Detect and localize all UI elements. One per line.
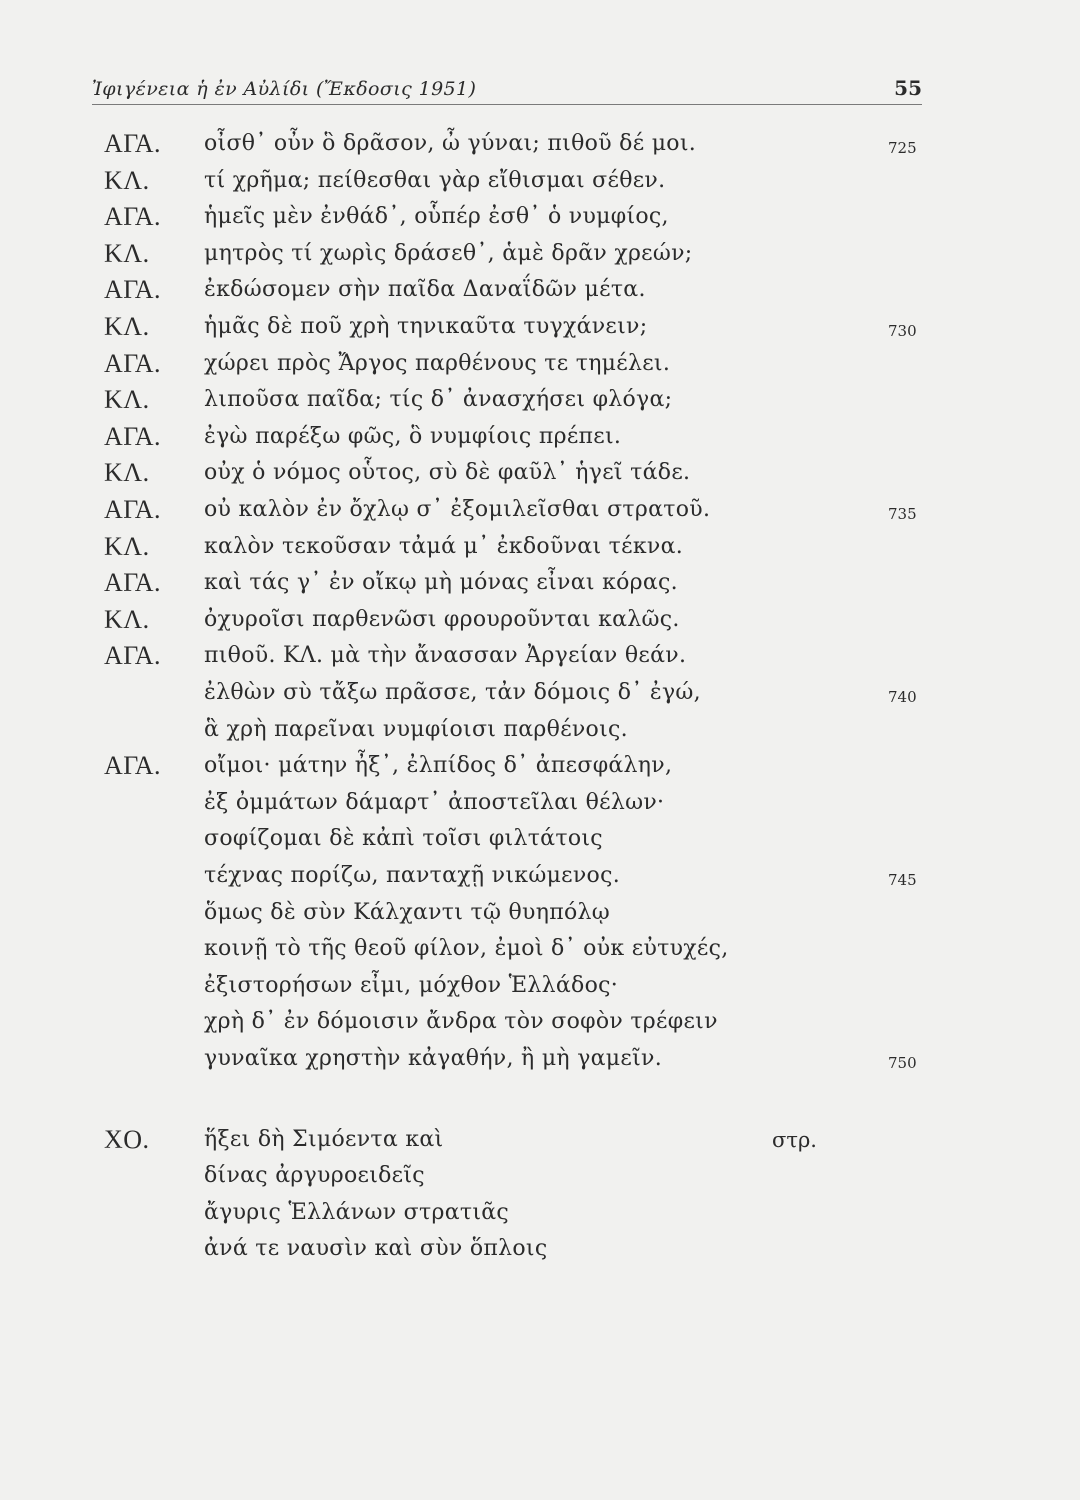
verse-text: τί χρῆμα; πείθεσθαι γὰρ εἴθισμαι σέθεν. [204, 167, 666, 193]
speaker-label: ΑΓΑ. [104, 275, 162, 305]
speaker-label: ΑΓΑ. [104, 641, 162, 671]
verse-line [0, 969, 1080, 1003]
speaker-label: ΧΟ. [104, 1124, 150, 1154]
verse-text: ἐξ ὀμμάτων δάμαρτ᾽ ἀποστεῖλαι θέλων· [204, 789, 665, 815]
verse-text: τέχνας πορίζω, πανταχῇ νικώμενος. [204, 863, 620, 888]
verse-text: χρὴ δ᾽ ἐν δόμοισιν ἄνδρα τὸν σοφὸν τρέφειν [204, 1009, 718, 1035]
verse-line [0, 859, 1080, 893]
verse-line [0, 1005, 1080, 1039]
verse-text: μητρὸς τί χωρὶς δράσεθ᾽, ἁμὲ δρᾶν χρεών; [204, 240, 693, 266]
speaker-label: ΑΓΑ. [104, 751, 162, 781]
speaker-label: ΑΓΑ. [104, 202, 162, 232]
verse-text: οὐ καλὸν ἐν ὄχλῳ σ᾽ ἐξομιλεῖσθαι στρατοῦ. [204, 497, 711, 522]
verse-line [0, 786, 1080, 820]
speaker-label: ΑΓΑ. [104, 348, 162, 378]
verse-text: οἶσθ᾽ οὖν ὃ δρᾶσον, ὦ γύναι; πιθοῦ δέ μοι. [204, 131, 697, 156]
speaker-label: ΚΛ. [104, 165, 150, 195]
speaker-label: ΚΛ. [104, 531, 150, 561]
speaker-label: ΑΓΑ. [104, 421, 162, 451]
verse-line [0, 1196, 1080, 1230]
verse-text: ἐκδώσομεν σὴν παῖδα Δαναΐδῶν μέτα. [204, 277, 646, 303]
verse-line [0, 164, 1080, 198]
verse-text: ἥξει δὴ Σιμόεντα καὶ [204, 1126, 444, 1152]
verse-text: οἴμοι· μάτην ἦξ᾽, ἐλπίδος δ᾽ ἀπεσφάλην, [204, 753, 673, 779]
line-number: 750 [888, 1054, 917, 1072]
verse-text: ὀχυροῖσι παρθενῶσι φρουροῦνται καλῶς. [204, 606, 680, 632]
verse-text: γυναῖκα χρηστὴν κἀγαθήν, ἢ μὴ γαμεῖν. [204, 1046, 662, 1071]
verse-text: ἐλθὼν σὺ τἄξω πρᾶσσε, τἀν δόμοις δ᾽ ἐγώ, [204, 680, 701, 705]
verse-line [0, 713, 1080, 747]
verse-line [0, 456, 1080, 490]
page-header [92, 74, 922, 104]
line-number: 740 [888, 688, 917, 706]
verse-text: σοφίζομαι δὲ κἀπὶ τοῖσι φιλτάτοις [204, 826, 603, 852]
line-number: 735 [888, 505, 917, 523]
speaker-label: ΑΓΑ. [104, 129, 162, 158]
verse-line [0, 420, 1080, 454]
verse-text: ἐγὼ παρέξω φῶς, ὃ νυμφίοις πρέπει. [204, 423, 622, 449]
speaker-label: ΑΓΑ. [104, 568, 162, 598]
verse-text: κοινῇ τὸ τῆς θεοῦ φίλον, ἐμοὶ δ᾽ οὐκ εὐτυχές, [204, 936, 729, 962]
verse-line [0, 1123, 1080, 1157]
verse-line [0, 749, 1080, 783]
verse-line [0, 603, 1080, 637]
verse-line [0, 200, 1080, 234]
verse-line [0, 676, 1080, 710]
verse-line [0, 127, 1080, 161]
verse-text: ἐξιστορήσων εἶμι, μόχθον Ἑλλάδος· [204, 972, 619, 998]
verse-text: οὐχ ὁ νόμος οὗτος, σὺ δὲ φαῦλ᾽ ἡγεῖ τάδε. [204, 460, 691, 486]
verse-text: καλὸν τεκοῦσαν τἀμά μ᾽ ἐκδοῦναι τέκνα. [204, 533, 684, 559]
speaker-label: ΑΓΑ. [104, 495, 162, 524]
verse-text: ἀνά τε ναυσὶν καὶ σὺν ὅπλοις [204, 1236, 548, 1262]
verse-text: ἡμεῖς μὲν ἐνθάδ᾽, οὗπέρ ἐσθ᾽ ὁ νυμφίος, [204, 204, 669, 230]
verse-line [0, 896, 1080, 930]
verse-line [0, 1232, 1080, 1266]
verse-line [0, 530, 1080, 564]
speaker-label: ΚΛ. [104, 385, 150, 415]
line-number: 725 [888, 139, 917, 157]
verse-text: χώρει πρὸς Ἄργος παρθένους τε τημέλει. [204, 350, 671, 376]
verse-text: λιποῦσα παῖδα; τίς δ᾽ ἀνασχήσει φλόγα; [204, 387, 673, 413]
verse-line [0, 493, 1080, 527]
speaker-label: ΚΛ. [104, 238, 150, 268]
verse-text: ὅμως δὲ σὺν Κάλχαντι τῷ θυηπόλῳ [204, 899, 610, 925]
verse-line [0, 237, 1080, 271]
verse-line [0, 383, 1080, 417]
verse-line [0, 347, 1080, 381]
speaker-label: ΚΛ. [104, 604, 150, 634]
strophe-marker: στρ. [772, 1127, 817, 1152]
verse-line [0, 310, 1080, 344]
line-number: 730 [888, 322, 917, 340]
line-number: 745 [888, 871, 917, 889]
running-title: Ἰφιγένεια ἡ ἐν Αὐλίδι (Ἔκδοσις 1951) [92, 78, 477, 100]
verse-line [0, 566, 1080, 600]
speaker-label: ΚΛ. [104, 458, 150, 488]
verse-text: ἄγυρις Ἑλλάνων στρατιᾶς [204, 1199, 510, 1225]
verse-line [0, 1159, 1080, 1193]
page-number: 55 [894, 76, 922, 100]
verse-line [0, 639, 1080, 673]
header-rule [92, 104, 922, 105]
verse-text: πιθοῦ. ΚΛ. μὰ τὴν ἄνασσαν Ἀργείαν θεάν. [204, 643, 687, 669]
verse-line [0, 1042, 1080, 1076]
verse-text: ἃ χρὴ παρεῖναι νυμφίοισι παρθένοις. [204, 716, 628, 742]
verse-text: ἡμᾶς δὲ ποῦ χρὴ τηνικαῦτα τυγχάνειν; [204, 314, 648, 339]
verse-text: καὶ τάς γ᾽ ἐν οἴκῳ μὴ μόνας εἶναι κόρας. [204, 570, 678, 596]
verse-line [0, 932, 1080, 966]
speaker-label: ΚΛ. [104, 312, 150, 341]
verse-text: δίνας ἀργυροειδεῖς [204, 1163, 425, 1189]
verse-line [0, 273, 1080, 307]
verse-line [0, 822, 1080, 856]
